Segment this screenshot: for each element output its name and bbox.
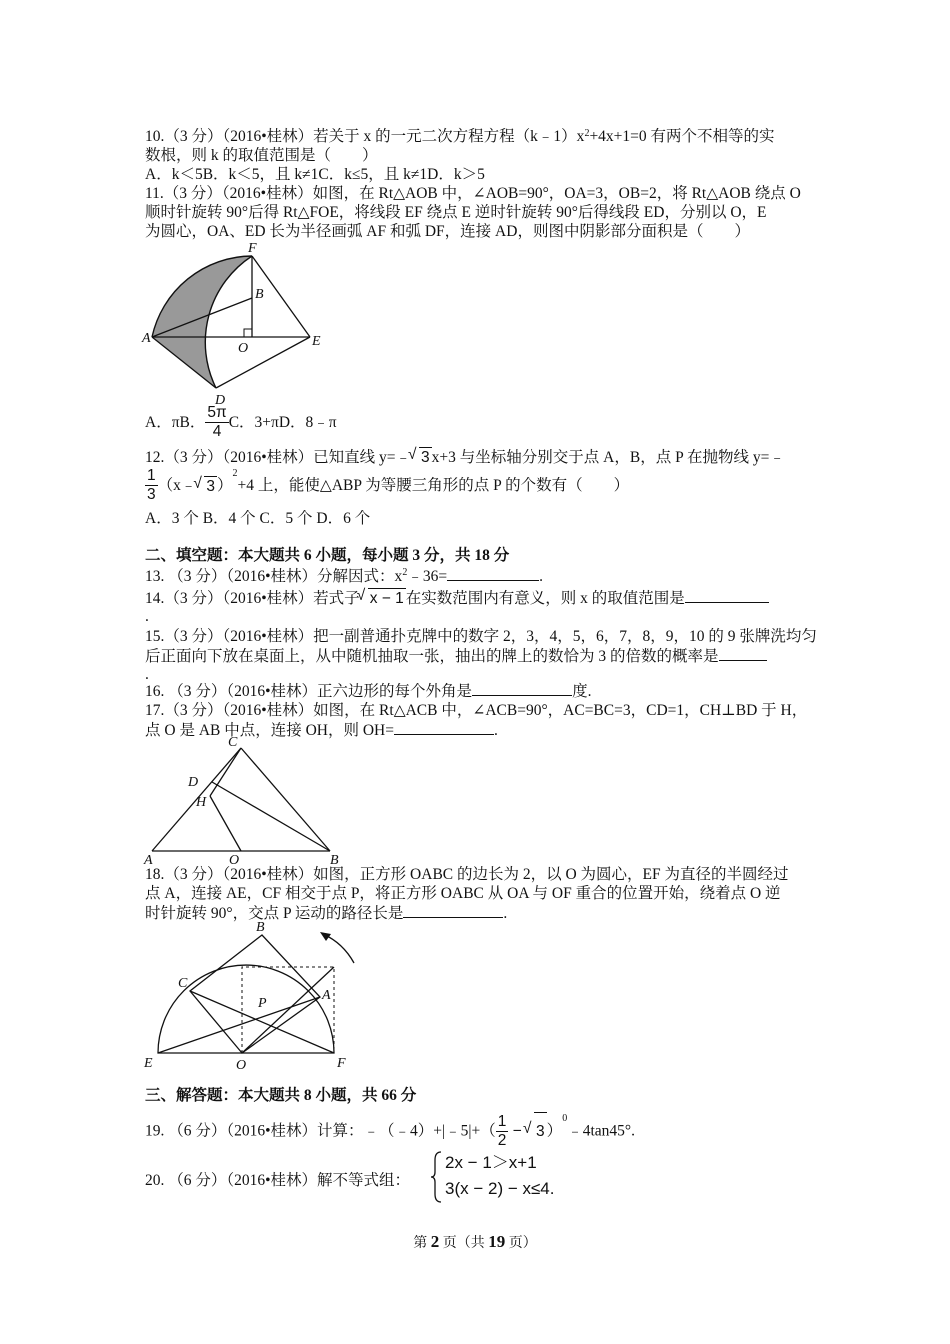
label-B: B <box>256 920 265 935</box>
label-B: B <box>330 853 339 866</box>
q10-options: A．k＜5B．k＜5，且 k≠1C．k≤5，且 k≠1D．k＞5 <box>145 166 485 183</box>
label-A: A <box>142 331 151 346</box>
q14-end: . <box>145 608 149 625</box>
q11-options: A．πB． $\frac{5\pi}{4}$ C．3+πD．8﹣π <box>145 404 337 440</box>
q14: 14.（3 分）（2016•桂林）若式子√ x − 1 在实数范围内有意义，则 x 的取值范围是 <box>145 588 769 608</box>
label-C: C <box>228 735 238 750</box>
label-D: D <box>188 775 199 790</box>
label-B: B <box>255 287 264 302</box>
inequality-1: 2x − 1＞x+1 <box>445 1153 537 1172</box>
q12-fraction: $\frac{1}{3}$ <box>147 467 156 503</box>
label-A: A <box>322 988 331 1003</box>
label-C: C <box>178 976 188 991</box>
section-2-heading: 二、填空题：本大题共 6 小题，每小题 3 分，共 18 分 <box>145 547 510 564</box>
label-A: A <box>144 853 153 866</box>
q18-line1: 18.（3 分）（2016•桂林）如图，正方形 OABC 的边长为 2，以 O 为圆心，EF 为直径的半圆经过 <box>145 866 789 883</box>
answer-blank[interactable] <box>394 720 494 735</box>
q15-end: . <box>145 666 149 683</box>
q19: 19. （6 分）（2016•桂林）计算：﹣（﹣4）+|﹣5|+（ $\frac{1}{2}$ − √ 3 ）$^0$﹣4tan45°. <box>145 1112 635 1151</box>
q18-line3: 时针旋转 90°，交点 P 运动的路径长是 . <box>145 905 508 922</box>
q17-figure <box>140 730 350 866</box>
q20-prompt: 20. （6 分）（2016•桂林）解不等式组： <box>145 1172 411 1189</box>
q11-line3: 为圆心，OA、ED 长为半径画弧 AF 和弧 DF，连接 AD，则图中阴影部分面积是（ ） <box>145 223 750 240</box>
section-3-heading: 三、解答题：本大题共 8 小题，共 66 分 <box>145 1087 417 1104</box>
label-O: O <box>229 853 240 866</box>
label-O: O <box>238 341 249 356</box>
q10-line2: 数根，则 k 的取值范围是（ ） <box>145 147 378 164</box>
label-F: F <box>248 241 257 256</box>
answer-blank[interactable] <box>685 588 769 603</box>
q11-line2: 顺时针旋转 90°后得 Rt△FOE，将线段 EF 绕点 E 逆时针旋转 90°后得线段 ED，分别以 O，E <box>145 204 767 221</box>
q17-line2: 点 O 是 AB 中点，连接 OH，则 OH= . <box>145 722 498 739</box>
label-F: F <box>337 1056 346 1071</box>
q18-figure <box>140 915 370 1075</box>
q16: 16. （3 分）（2016•桂林）正六边形的每个外角是 度. <box>145 683 592 700</box>
q13: 13. （3 分）（2016•桂林）分解因式：$x^2﹣36=$ . <box>145 567 543 585</box>
answer-blank[interactable] <box>447 566 539 581</box>
q18-line2: 点 A，连接 AE，CF 相交于点 P，将正方形 OABC 从 OA 与 OF 重合的位置开始，绕着点 O 逆 <box>145 885 781 902</box>
page-footer: 第 2 页（共 19 页） <box>413 1232 537 1251</box>
q15-line1: 15.（3 分）（2016•桂林）把一副普通扑克牌中的数字 2，3，4，5，6，7，8，9，10 的 9 张牌洗均匀 <box>145 628 817 645</box>
q10-line1: 10.（3 分）（2016•桂林）若关于 x 的一元二次方程方程$(k﹣1)x^2+4x+1=0$ 有两个不相等的实 <box>145 128 775 145</box>
label-O: O <box>236 1058 247 1073</box>
brace-icon <box>431 1150 443 1204</box>
q20-system <box>445 1150 555 1202</box>
q12-line1: 12.（3 分）（2016•桂林）已知直线 y=﹣√ 3 x+3 与坐标轴分别交于点 A，B，点 P 在抛物线 y=﹣ <box>145 447 785 467</box>
q11-fraction: $\frac{5\pi}{4}$ <box>207 404 227 440</box>
inequality-2: 3(x − 2) − x≤4. <box>445 1179 555 1198</box>
q12-options: A．3 个 B．4 个 C．5 个 D．6 个 <box>145 510 371 527</box>
label-E: E <box>312 334 321 349</box>
label-P: P <box>258 996 267 1011</box>
q19-fraction: $\frac{1}{2}$ <box>497 1113 507 1149</box>
q12-line2: $\frac{1}{3}$ （x﹣√ 3 ）$^2$+4 上，能使△ABP 为等腰三角形的点 P 的个数有（ ） <box>145 467 629 504</box>
answer-blank[interactable] <box>472 681 572 696</box>
q17-line1: 17.（3 分）（2016•桂林）如图，在 Rt△ACB 中，∠ACB=90°，AC=BC=3，CD=1，CH⊥BD 于 H， <box>145 702 808 719</box>
q11-line1: 11.（3 分）（2016•桂林）如图，在 Rt△AOB 中，∠AOB=90°，OA=3，OB=2，将 Rt△AOB 绕点 O <box>145 185 801 202</box>
label-D: D <box>215 393 226 408</box>
answer-blank[interactable] <box>719 646 767 661</box>
shaded-region <box>152 256 252 388</box>
label-H: H <box>196 795 207 810</box>
label-E: E <box>144 1056 153 1071</box>
q15-line2: 后正面向下放在桌面上，从中随机抽取一张，抽出的牌上的数恰为 3 的倍数的概率是 <box>145 646 767 666</box>
answer-blank[interactable] <box>403 903 503 918</box>
q11-figure <box>140 238 330 408</box>
